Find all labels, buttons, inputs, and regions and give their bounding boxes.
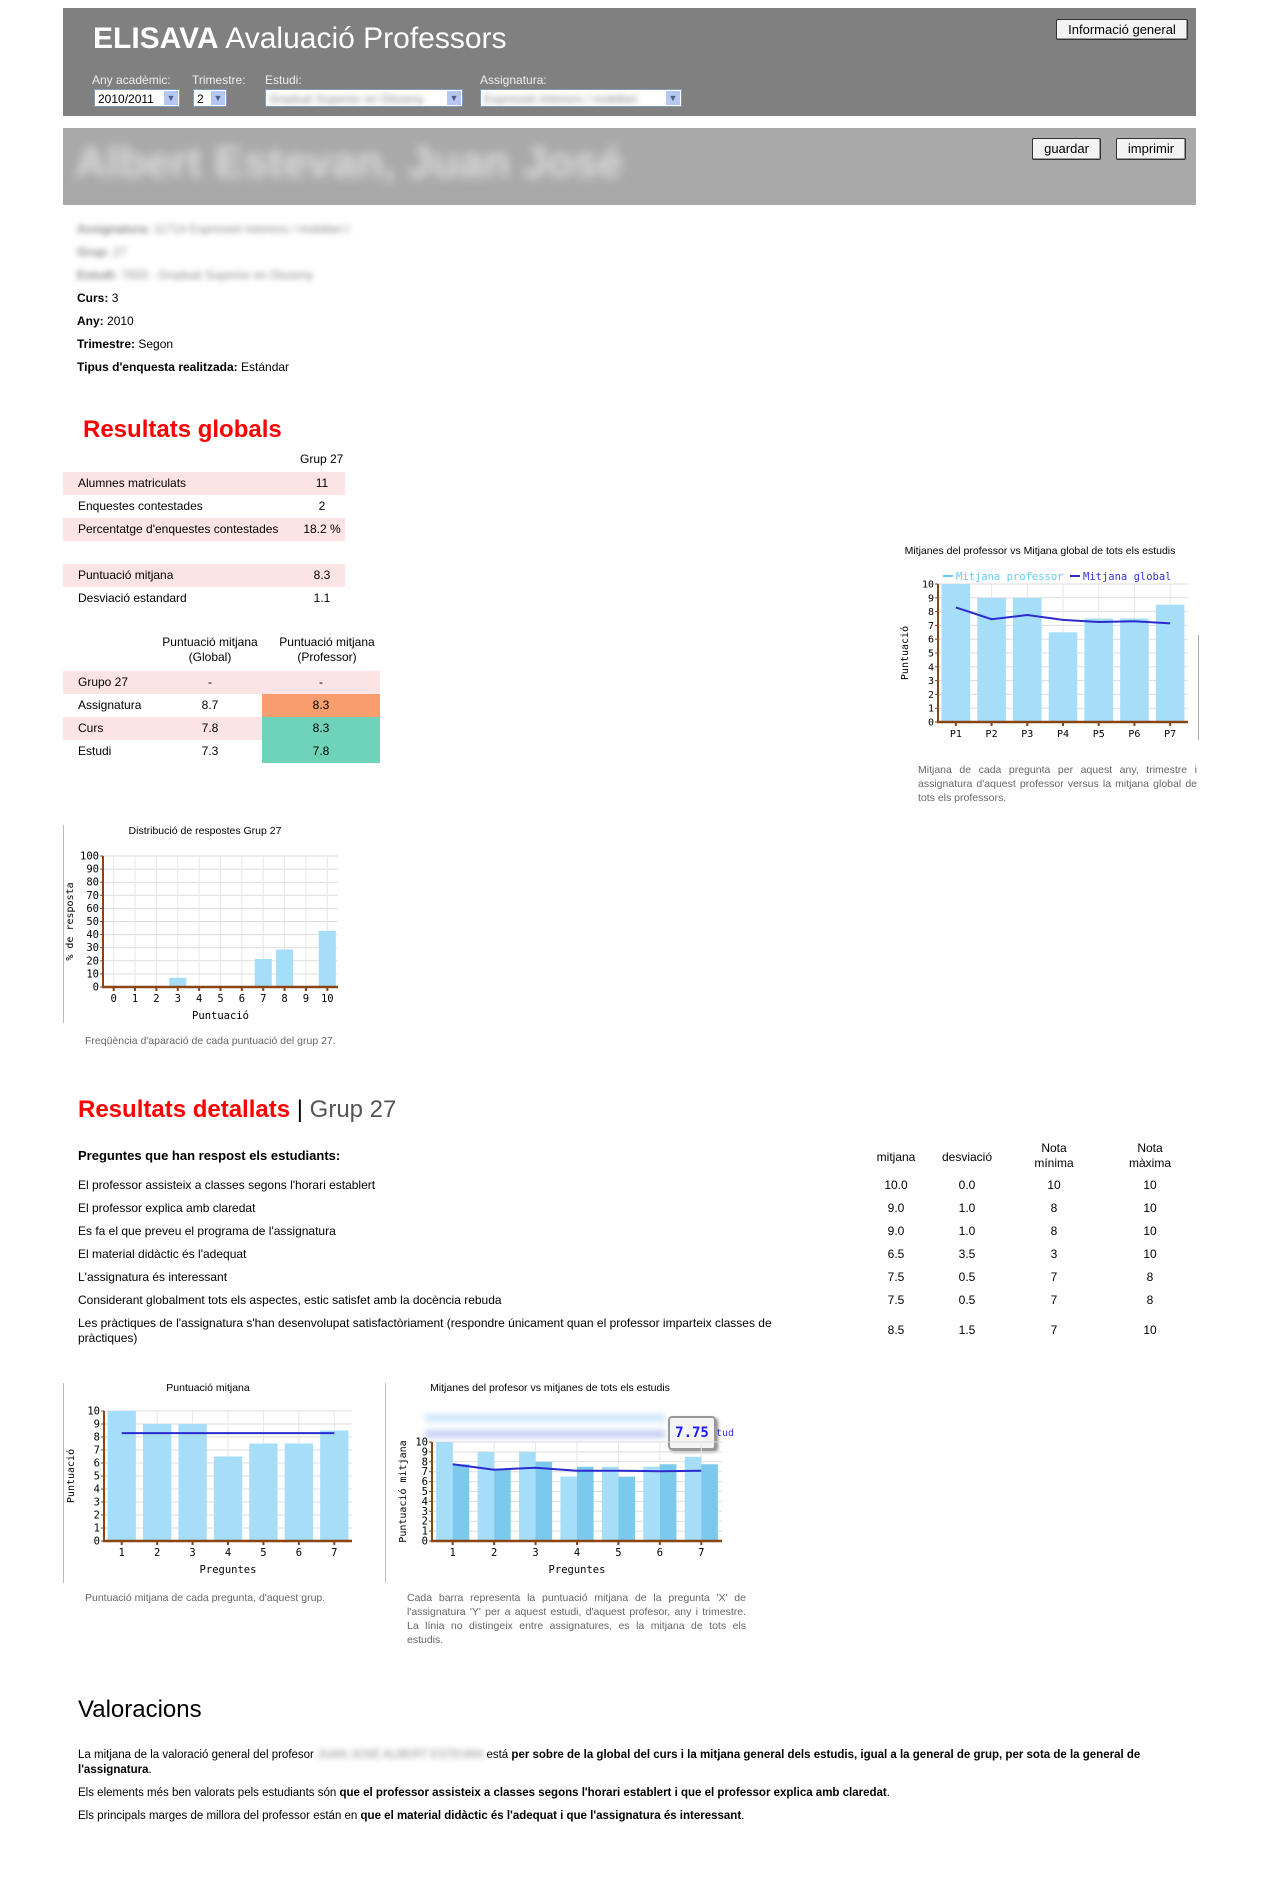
y-tick-label: 10: [415, 1436, 428, 1449]
x-tick-label: P4: [1056, 729, 1070, 740]
bar: [249, 1444, 277, 1542]
x-tick-label: 2: [490, 1547, 498, 1559]
y-tick-label: 9: [927, 593, 934, 605]
y-tick-label: 10: [86, 968, 99, 981]
y-tick-label: 4: [927, 662, 934, 674]
y-tick-label: 2: [421, 1515, 428, 1528]
row-label: Grupo 27: [78, 675, 129, 689]
row-value: 2: [318, 499, 326, 513]
y-tick-label: 0: [927, 717, 934, 729]
x-tick-label: 5: [217, 993, 224, 1005]
table-row: [63, 518, 345, 541]
bar: [942, 584, 971, 722]
y-tick-label: 40: [86, 929, 99, 942]
info-line: [77, 268, 313, 282]
y-tick-label: 2: [93, 1509, 100, 1522]
y-tick-label: 0: [421, 1535, 428, 1548]
assignatura-value: Expressió interiors / mobiliari: [484, 92, 638, 106]
any-value: 2010/2011: [98, 92, 154, 106]
y-tick-label: 9: [93, 1418, 100, 1431]
question-max: 8: [1146, 1293, 1154, 1307]
table-row: [63, 564, 345, 587]
question-min: 7: [1050, 1270, 1058, 1284]
y-tick-label: 3: [927, 676, 934, 688]
info-value: 2010: [107, 314, 134, 328]
info-value: 3: [111, 291, 119, 305]
info-key: Tipus d'enquesta realitzada:: [77, 360, 238, 374]
global-value: 7.3: [201, 744, 219, 758]
x-tick-label: 10: [320, 993, 334, 1005]
question-m: 7.5: [887, 1270, 905, 1284]
prof-value: 7.8: [262, 740, 380, 763]
bar: [453, 1464, 470, 1541]
save-button[interactable]: guardar: [1032, 138, 1101, 160]
question-max: 8: [1146, 1270, 1154, 1284]
y-tick-label: 5: [93, 1470, 100, 1483]
y-tick-label: 6: [927, 634, 934, 646]
question-d: 1.0: [958, 1224, 976, 1238]
bar: [214, 1457, 242, 1542]
chart-title: Puntuació mitjana: [166, 1382, 250, 1394]
label-estudi: Estudi:: [265, 73, 302, 87]
y-tick-label: 7: [927, 620, 934, 632]
question-m: 9.0: [887, 1224, 905, 1238]
question-text: Les pràctiques de l'assignatura s'han desenvolupat satisfactòriament (respondre únicament quan el professor imparteix classes de pràctiques): [78, 1316, 772, 1345]
y-tick-label: 30: [86, 942, 99, 955]
info-value: 11714 Expressió interiors / mobiliari I: [153, 222, 350, 236]
x-tick-label: 6: [238, 993, 246, 1005]
x-tick-label: 7: [698, 1547, 705, 1559]
bar: [701, 1464, 718, 1541]
question-m: 6.5: [887, 1247, 905, 1261]
info-value: Segon: [138, 337, 174, 351]
caption-prof-vs-all: Cada barra representa la puntuació mitjana de la pregunta 'X' de l'assignatura 'Y' per a aquest estudi, d'aquest profesor, any i trimestre. La línia no distingeix entre assignatures, es la mitjana de tots els estudis.: [407, 1592, 746, 1646]
x-axis-label: Preguntes: [548, 1564, 606, 1576]
bar: [1084, 619, 1113, 723]
y-axis-label: Puntuació: [900, 625, 911, 681]
separator: |: [296, 1096, 303, 1123]
question-min: 3: [1050, 1247, 1058, 1261]
title-text: Avaluació Professors: [225, 22, 507, 55]
valoracio-2: Els elements més ben valorats pels estudiants són que el professor assisteix a classes segons l'horari establert i que el professor explica amb claredat.: [78, 1787, 890, 1799]
x-tick-label: 3: [189, 1547, 196, 1559]
info-line: [77, 222, 350, 236]
table-row: [63, 472, 345, 495]
professor-name: Albert Estevan, Juan José: [75, 138, 623, 187]
info-value: 27: [113, 245, 127, 259]
x-tick-label: 6: [295, 1547, 303, 1559]
y-tick-label: 7: [421, 1466, 428, 1479]
prof-value: -: [319, 675, 323, 689]
row-label: Enquestes contestades: [78, 499, 203, 513]
row-label: Assignatura: [78, 698, 142, 712]
y-axis-label: Puntuació: [66, 1448, 77, 1504]
x-tick-label: P5: [1092, 729, 1105, 740]
chart-title: Mitjanes del profesor vs mitjanes de tots els estudis: [430, 1382, 670, 1394]
prof-value: 8.3: [262, 694, 380, 717]
y-tick-label: 8: [927, 607, 934, 619]
x-tick-label: 1: [118, 1547, 125, 1559]
y-tick-label: 100: [80, 850, 99, 863]
question-max: 10: [1143, 1247, 1157, 1261]
legend-label: Mitjana global: [1083, 571, 1172, 583]
y-tick-label: 20: [86, 955, 99, 968]
y-tick-label: 9: [421, 1446, 428, 1459]
table-row: [63, 740, 380, 763]
question-text: L'assignatura és interessant: [78, 1270, 228, 1284]
label-trimestre: Trimestre:: [192, 73, 246, 87]
bar: [285, 1444, 313, 1542]
question-text: El professor assisteix a classes segons l'horari establert: [78, 1178, 376, 1192]
x-tick-label: 5: [260, 1547, 267, 1559]
x-tick-label: P1: [949, 729, 962, 740]
info-key: Curs:: [77, 291, 109, 305]
question-text: El material didàctic és l'adequat: [78, 1247, 247, 1261]
bar: [494, 1469, 511, 1541]
question-d: 0.0: [958, 1178, 976, 1192]
x-tick-label: 3: [174, 993, 181, 1005]
col-desviacio: desviació: [941, 1150, 993, 1164]
bar: [1120, 619, 1149, 723]
bar: [618, 1477, 635, 1541]
row-label: Percentatge d'enquestes contestades: [78, 522, 279, 536]
question-d: 0.5: [958, 1270, 976, 1284]
table-row: [63, 717, 380, 740]
bar: [178, 1424, 206, 1541]
y-tick-label: 1: [927, 703, 934, 715]
x-tick-label: 6: [656, 1547, 664, 1559]
row-value: 8.3: [313, 568, 331, 582]
global-value: 7.8: [201, 721, 219, 735]
y-tick-label: 1: [93, 1522, 100, 1535]
detail-group: Grup 27: [309, 1096, 397, 1123]
chevron-down-icon: ▼: [211, 91, 225, 105]
chevron-down-icon: ▼: [164, 91, 178, 105]
text: Els principals marges de millora del professor están en: [78, 1810, 358, 1822]
info-key: Grup:: [77, 245, 110, 259]
question-min: 7: [1050, 1293, 1058, 1307]
question-max: 10: [1143, 1178, 1157, 1192]
y-tick-label: 0: [93, 1535, 100, 1548]
y-tick-label: 60: [86, 902, 99, 915]
question-min: 7: [1050, 1323, 1058, 1337]
info-line: [77, 291, 118, 305]
y-tick-label: 5: [421, 1486, 428, 1498]
chevron-down-icon: ▼: [447, 91, 461, 105]
text: Els elements més ben valorats pels estudiants són: [78, 1787, 337, 1799]
x-tick-label: 1: [131, 993, 139, 1005]
label-assignatura: Assignatura:: [480, 73, 547, 87]
question-min: 8: [1050, 1201, 1058, 1215]
brand: ELISAVA: [93, 22, 219, 55]
row-label: Alumnes matriculats: [78, 476, 187, 490]
x-tick-label: 9: [302, 993, 310, 1005]
bar: [643, 1467, 660, 1541]
section-title-globals: Resultats globals: [83, 416, 282, 443]
bar: [143, 1424, 171, 1541]
global-value: 8.7: [201, 698, 219, 712]
bar: [436, 1442, 453, 1541]
x-tick-label: 5: [615, 1547, 622, 1559]
info-line: [77, 314, 134, 328]
bar: [519, 1452, 536, 1541]
x-tick-label: P7: [1164, 729, 1177, 740]
caption-avg: Puntuació mitjana de cada pregunta, d'aquest grup.: [85, 1592, 326, 1604]
info-key: Assignatura:: [77, 222, 151, 236]
question-m: 9.0: [887, 1201, 905, 1215]
legend-fragment: tud: [716, 1428, 735, 1439]
question-max: 10: [1143, 1201, 1157, 1215]
info-value: Estándar: [241, 360, 290, 374]
col-max: Nota màxima: [1128, 1141, 1171, 1170]
x-tick-label: P6: [1128, 729, 1141, 740]
table-row: [63, 495, 345, 518]
question-m: 7.5: [887, 1293, 905, 1307]
y-tick-label: 8: [93, 1431, 100, 1444]
table-row: [63, 671, 380, 694]
y-tick-label: 3: [93, 1496, 100, 1509]
y-tick-label: 2: [927, 689, 934, 701]
bar: [319, 931, 336, 987]
x-axis-label: Preguntes: [199, 1564, 257, 1576]
bar: [320, 1431, 348, 1542]
legend-label: Mitjana professor: [956, 571, 1064, 583]
chart-title: Mitjanes del professor vs Mitjana global de tots els estudis: [904, 545, 1176, 557]
bar: [255, 959, 272, 987]
x-tick-label: 4: [195, 993, 203, 1005]
bar: [577, 1467, 594, 1541]
hdr-text: (Professor): [297, 650, 357, 664]
bar: [536, 1462, 553, 1541]
question-text: El professor explica amb claredat: [78, 1201, 256, 1215]
y-tick-label: 50: [86, 916, 99, 928]
table-row: [63, 587, 345, 610]
questions-header: Preguntes que han respost els estudiants:: [78, 1148, 341, 1163]
prof-value: 8.3: [262, 717, 380, 740]
x-axis-label: Puntuació: [192, 1010, 249, 1022]
y-tick-label: 7: [93, 1444, 100, 1457]
x-tick-label: P2: [985, 729, 998, 740]
row-label: Estudi: [78, 744, 112, 758]
hdr-text: Puntuació mitjana: [279, 635, 375, 649]
info-line: [77, 360, 289, 374]
question-text: Considerant globalment tots els aspectes, estic satisfet amb la docència rebuda: [78, 1293, 502, 1307]
info-key: Any:: [77, 314, 104, 328]
y-axis-label: % de resposta: [65, 882, 76, 961]
y-tick-label: 90: [86, 863, 99, 876]
info-key: Estudi:: [77, 268, 118, 282]
row-label: Puntuació mitjana: [78, 568, 174, 582]
trimestre-value: 2: [197, 92, 204, 106]
question-min: 10: [1047, 1178, 1061, 1192]
x-tick-label: 4: [573, 1547, 581, 1559]
row-value: 11: [315, 476, 329, 490]
info-line: [77, 245, 126, 259]
bar: [276, 950, 293, 987]
question-d: 0.5: [958, 1293, 976, 1307]
y-tick-label: 4: [421, 1495, 428, 1508]
bar: [660, 1464, 677, 1541]
question-min: 8: [1050, 1224, 1058, 1238]
estudi-value: Graduat Superior en Disseny: [269, 92, 424, 106]
y-tick-label: 70: [86, 889, 99, 902]
blurred-name: JUAN JOSÉ ALBERT ESTEVAN: [317, 1749, 484, 1761]
print-button[interactable]: imprimir: [1116, 138, 1186, 160]
y-tick-label: 3: [421, 1505, 428, 1518]
text: está: [486, 1749, 509, 1761]
info-line: [77, 337, 173, 351]
text: per sobre de la global del curs i la mitjana general dels estudis, igual a la general de grup, per sota de la general de l'assignatura: [78, 1749, 1141, 1776]
y-tick-label: 6: [93, 1457, 100, 1470]
row-value: 1.1: [313, 591, 331, 605]
x-tick-label: 0: [110, 993, 117, 1005]
y-tick-label: 5: [927, 648, 934, 660]
y-tick-label: 8: [421, 1456, 428, 1469]
hdr-text: Puntuació mitjana: [162, 635, 258, 649]
text: La mitjana de la valoració general del profesor: [78, 1749, 314, 1761]
y-tick-label: 10: [87, 1405, 100, 1418]
info-general-button[interactable]: Informació general: [1056, 19, 1188, 40]
question-text: Es fa el que preveu el programa de l'assignatura: [78, 1224, 336, 1238]
bar: [685, 1457, 702, 1541]
y-tick-label: 1: [421, 1525, 428, 1538]
tooltip: 7.75: [668, 1416, 716, 1450]
y-tick-label: 10: [921, 579, 934, 591]
row-label: Curs: [78, 721, 104, 735]
x-tick-label: 2: [153, 993, 160, 1005]
x-tick-label: 8: [281, 993, 288, 1005]
caption-distribution: Freqüència d'aparació de cada puntuació del grup 27.: [85, 1035, 336, 1047]
question-d: 3.5: [958, 1247, 976, 1261]
question-m: 8.5: [887, 1323, 905, 1337]
x-tick-label: 7: [331, 1547, 338, 1559]
chevron-down-icon: ▼: [666, 91, 680, 105]
y-axis-label: Puntuació mitjana: [398, 1440, 409, 1543]
question-m: 10.0: [884, 1178, 908, 1192]
y-tick-label: 4: [93, 1483, 100, 1496]
bar: [169, 978, 186, 987]
question-max: 10: [1143, 1224, 1157, 1238]
chart-title: Distribució de respostes Grup 27: [128, 825, 282, 837]
y-tick-label: 80: [86, 876, 99, 889]
bar: [560, 1477, 577, 1541]
x-tick-label: 4: [224, 1547, 232, 1559]
row-value: 18.2 %: [303, 522, 341, 536]
question-d: 1.0: [958, 1201, 976, 1215]
y-tick-label: 6: [421, 1476, 428, 1489]
x-tick-label: P3: [1021, 729, 1034, 740]
global-value: -: [208, 675, 212, 689]
text: que el professor assisteix a classes segons l'horari establert i que el professor explica amb claredat: [339, 1787, 887, 1799]
text: que el material didàctic és l'adequat i que l'assignatura és interessant: [360, 1810, 742, 1822]
bar: [1049, 632, 1078, 722]
x-tick-label: 1: [449, 1547, 456, 1559]
label-any: Any acadèmic:: [92, 73, 171, 87]
valoracio-1: La mitjana de la valoració general del profesor JUAN JOSÉ ALBERT ESTEVAN está per sobre de la global del curs i la mitjana general dels estudis, igual a la general de grup, per sota de la general de l'assignatura.: [78, 1749, 1141, 1776]
table-row: [63, 694, 380, 717]
question-max: 10: [1143, 1323, 1157, 1337]
valoracio-3: Els principals marges de millora del professor están en que el material didàctic és l'adequat i que l'assignatura és interessant.: [78, 1810, 745, 1822]
valoracions-title: Valoracions: [78, 1696, 202, 1723]
question-d: 1.5: [958, 1323, 976, 1337]
group-header: Grup 27: [300, 452, 344, 466]
detail-title: Resultats detallats: [78, 1096, 291, 1123]
caption-prof-vs-global: Mitjana de cada pregunta per aquest any, trimestre i assignatura d'aquest professor versus la mitjana global de tots els professors.: [918, 764, 1197, 804]
col-mitjana: mitjana: [876, 1150, 916, 1164]
y-tick-label: 0: [92, 981, 99, 994]
info-key: Trimestre:: [77, 337, 136, 351]
bar: [602, 1467, 619, 1541]
col-min: Nota mínima: [1034, 1141, 1074, 1170]
bar: [108, 1411, 136, 1541]
hdr-text: (Global): [188, 650, 232, 664]
info-value: 7933 - Graduat Superior en Disseny: [121, 268, 314, 282]
row-label: Desviació estandard: [78, 591, 187, 605]
x-tick-label: 7: [260, 993, 267, 1005]
x-tick-label: 3: [532, 1547, 539, 1559]
bar: [478, 1452, 495, 1541]
x-tick-label: 2: [153, 1547, 161, 1559]
